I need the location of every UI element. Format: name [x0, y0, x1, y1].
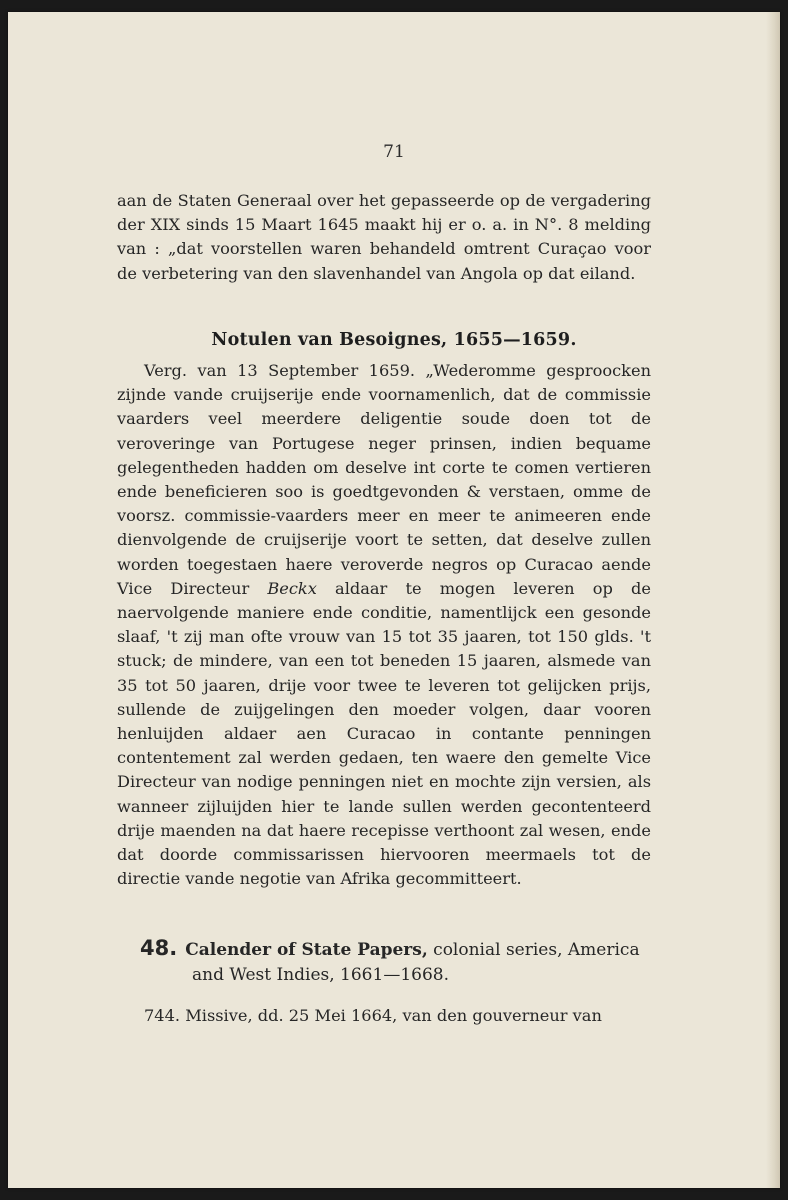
main-paragraph-text-1: Verg. van 13 September 1659. „Wederomme gesproocken zijnde vande cruijserije ende voornamenlich, dat de commissie vaarders veel meerdere deligentie soude doen tot de veroveringe van Portugese neger prinsen, indien bequame gelegentheden hadden om deselve int corte te comen vertieren ende beneficieren soo is goedtgevonden & verstaen, omme de voorsz. commissie-vaarders meer en meer te animeeren ende dienvolgende de cruijserije voort te setten, dat deselve zullen worden toegestaen haere veroverde negros op Curacao aende Vice Directeur [117, 361, 651, 598]
page-number: 71 [383, 142, 405, 162]
main-paragraph-italic-name: Beckx [267, 578, 317, 598]
main-paragraph [117, 359, 651, 891]
section-heading: Notulen van Besoignes, 1655—1659. [211, 330, 577, 350]
source-subtitle-line2: and West Indies, 1661—1668. [192, 965, 449, 985]
source-title: Calender of State Papers, [185, 940, 428, 960]
intro-paragraph: aan de Staten Generaal over het gepasseerde op de vergadering der XIX sinds 15 Maart 1645 maakt hij er o. a. in N°. 8 melding van : „dat voorstellen waren behandeld omtrent Curaçao voor de verbetering van den slavenhandel van Angola op dat eiland. [117, 191, 651, 283]
main-paragraph-text-2: aldaar te mogen leveren op de naervolgende maniere ende conditie, namentlijck een gesonde slaaf, 't zij man ofte vrouw van 15 tot 35 jaaren, tot 150 glds. 't stuck; de mindere, van een tot beneden 15 jaaren, alsmede van 35 tot 50 jaaren, drije voor twee te leveren tot gelijcken prijs, sullende de zuijgelingen den moeder volgen, daar vooren henluijden aldaer aen Curacao in contante penningen contentement zal werden gedaen, ten waere den gemelte Vice Directeur van nodige penningen niet en mochte zijn versien, als wanneer zijluijden hier te lande sullen werden gecontenteerd drije maenden na dat haere recepisse verthoont zal wesen, ende dat doorde commissarissen hiervooren meermaels tot de directie vande negotie van Afrika gecommitteert. [117, 578, 651, 889]
closing-line: 744. Missive, dd. 25 Mei 1664, van den gouverneur van [144, 1006, 602, 1025]
source-subtitle: colonial series, America [427, 940, 640, 960]
book-page [8, 12, 780, 1188]
source-entry [140, 936, 660, 988]
page-edge [766, 12, 780, 1188]
source-number: 48. [140, 936, 178, 960]
